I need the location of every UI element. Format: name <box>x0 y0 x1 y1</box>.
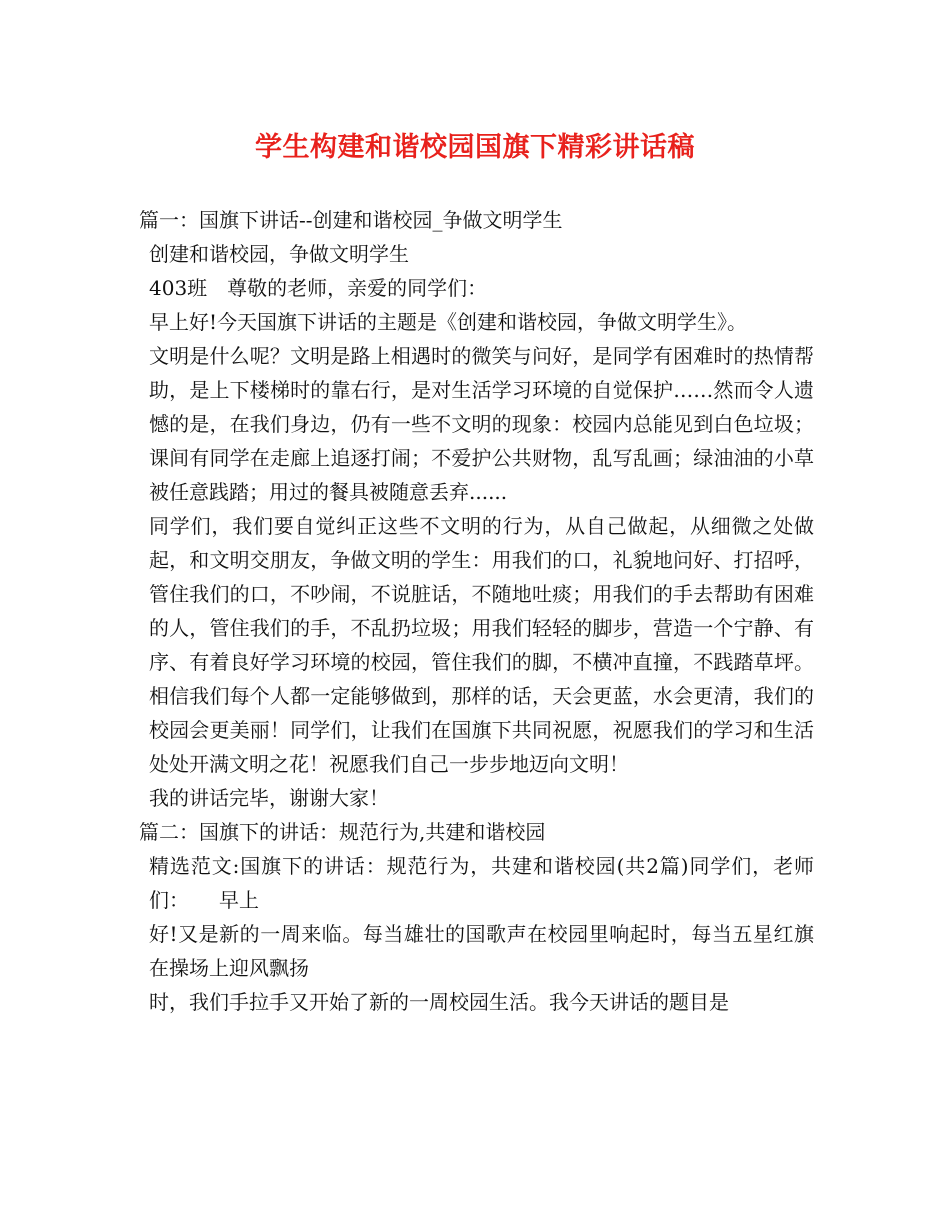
paragraph: 精选范文:国旗下的讲话：规范行为，共建和谐校园(共2篇)同学们，老师们： 早上 <box>149 854 814 912</box>
paragraph: 我的讲话完毕，谢谢大家！ <box>149 786 389 810</box>
paragraph: 文明是什么呢？文明是路上相遇时的微笑与问好，是同学有困难时的热情帮助，是上下楼梯时的靠右行，是对生活学习环境的自觉保护……然而令人遗憾的是，在我们身边，仍有一些不文明的现象：校园内总能见到白色垃圾；课间有同学在走廊上追逐打闹；不爱护公共财物，乱写乱画；绿油油的小草被任意践踏；用过的餐具被随意丢弃...... <box>149 344 814 504</box>
paragraph: 好!又是新的一周来临。每当雄壮的国歌声在校园里响起时，每当五星红旗在操场上迎风飘扬 <box>149 922 814 980</box>
paragraph: 创建和谐校园，争做文明学生 <box>149 242 409 266</box>
paragraph: 早上好!今天国旗下讲话的主题是《创建和谐校园，争做文明学生》。 <box>149 310 748 334</box>
paragraph: 403班 尊敬的老师，亲爱的同学们： <box>149 276 488 300</box>
document-body <box>139 203 814 1019</box>
document-title: 学生构建和谐校园国旗下精彩讲话稿 <box>255 132 695 163</box>
paragraph: 同学们，我们要自觉纠正这些不文明的行为，从自己做起，从细微之处做起，和文明交朋友，争做文明的学生：用我们的口，礼貌地问好、打招呼，管住我们的口，不吵闹，不说脏话，不随地吐痰；用我们的手去帮助有困难的人，管住我们的手，不乱扔垃圾；用我们轻轻的脚步，营造一个宁静、有序、有着良好学习环境的校园，管住我们的脚，不横冲直撞，不践踏草坪。相信我们每个人都一定能够做到，那样的话，天会更蓝，水会更清，我们的校园会更美丽！同学们，让我们在国旗下共同祝愿，祝愿我们的学习和生活处处开满文明之花！祝愿我们自己一步步地迈向文明！ <box>149 514 814 776</box>
paragraph: 篇二：国旗下的讲话：规范行为,共建和谐校园 <box>139 820 546 844</box>
paragraph: 时，我们手拉手又开始了新的一周校园生活。我今天讲话的题目是 <box>149 990 729 1014</box>
paragraph: 篇一：国旗下讲话--创建和谐校园_争做文明学生 <box>139 208 563 232</box>
